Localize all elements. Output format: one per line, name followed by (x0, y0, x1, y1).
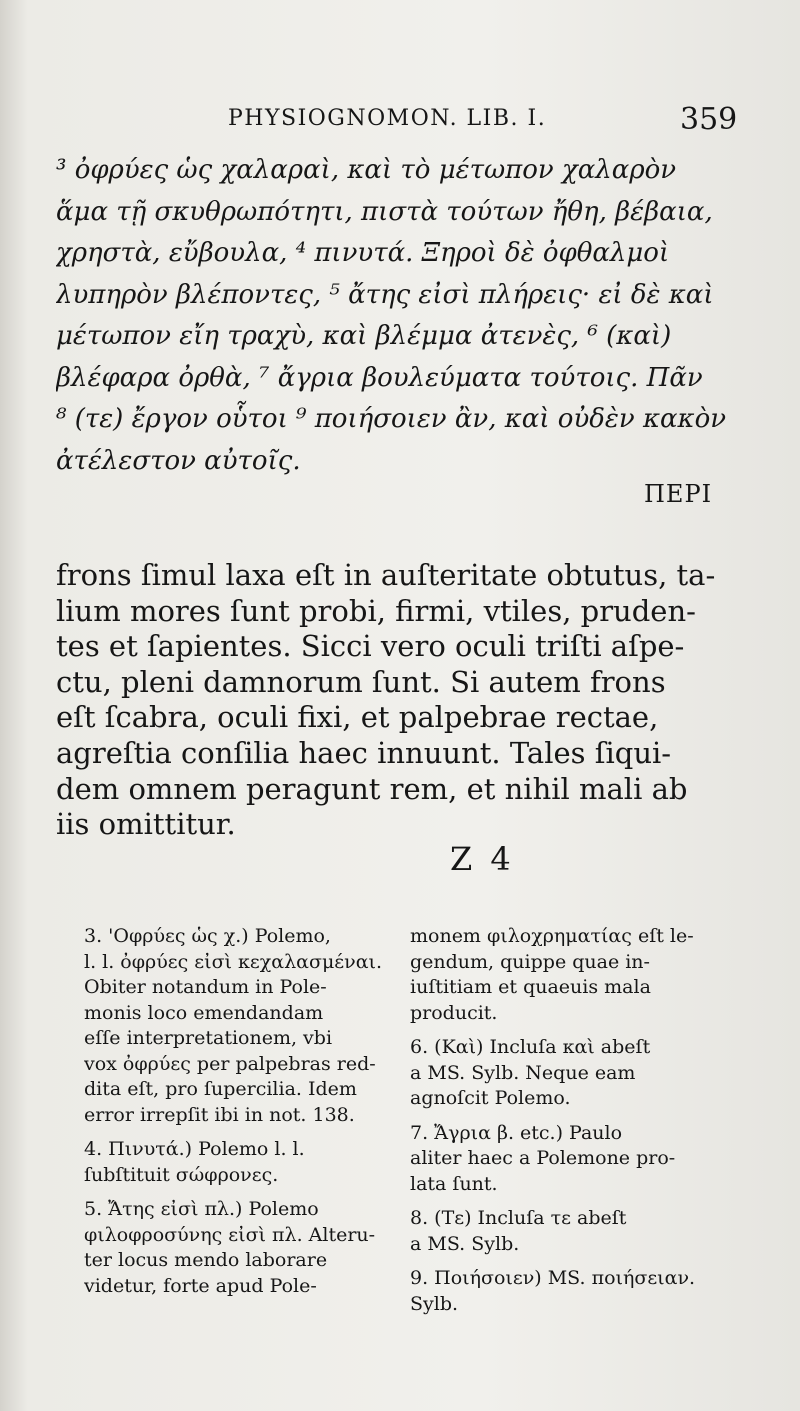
running-title: PHYSIOGNOMON. LIB. I. (228, 106, 547, 131)
footnote-line: 7. Ἄγρια β. etc.) Paulo (410, 1121, 623, 1144)
footnote-line: Obiter notandum in Pole- (84, 976, 327, 998)
greek-line: χρηστὰ, εὔβουλα, ⁴ πινυτά. Ξηροὶ δὲ ὀφθαλμοὶ (56, 238, 670, 268)
footnote-line: ſubſtituit σώφρονες. (84, 1163, 279, 1186)
footnote-line: iuſtitiam et quaeuis mala (410, 976, 651, 998)
footnote-line: 8. (Τε) Incluſa τε abeſt (410, 1207, 627, 1229)
footnote-line: a MS. Sylb. (410, 1232, 520, 1255)
greek-line: ⁸ (τε) ἔργον οὗτοι ⁹ ποιήσοιεν ἂν, καὶ οὐδὲν κακὸν (56, 404, 727, 434)
latin-line: tes et ſapientes. Sicci vero oculi triſti aſpe- (56, 629, 685, 664)
footnote (84, 924, 404, 1128)
footnote-line: eſſe interpretationem, vbi (84, 1027, 333, 1049)
latin-line: frons ſimul laxa eſt in auſteritate obtutus, ta- (56, 558, 716, 592)
latin-line: eſt ſcabra, oculi fixi, et palpebrae rectae, (56, 700, 659, 735)
footnote-line: gendum, quippe quae in- (410, 950, 650, 973)
footnotes-left-column (84, 924, 404, 1299)
latin-line: ctu, pleni damnorum ſunt. Si autem frons (56, 664, 666, 699)
greek-line: βλέφαρα ὀρθὰ, ⁷ ἄγρια βουλεύματα τούτοις. Πᾶν (56, 362, 703, 393)
footnote-line: 5. Ἄτης εἰσὶ πλ.) Polemo (84, 1198, 319, 1220)
greek-line: λυπηρὸν βλέποντες, ⁵ ἄτης εἰσὶ πλήρεις· εἰ δὲ καὶ (56, 279, 714, 310)
footnote-line: ter locus mendo laborare (84, 1249, 328, 1271)
footnote-line: 9. Ποιήσοιεν) MS. ποιήσειαν. (410, 1267, 696, 1289)
footnote-line: videtur, forte apud Pole- (84, 1274, 317, 1297)
footnote (410, 924, 740, 1026)
footnote (410, 1266, 740, 1317)
footnote-line: 3. 'Οφρύες ὡς χ.) Polemo, (84, 925, 331, 947)
latin-line: dem omnem peragunt rem, et nihil mali ab (56, 771, 688, 806)
footnote-line: monem φιλοχρηματίας eſt le- (410, 925, 694, 947)
footnote (84, 1197, 404, 1299)
footnote-line: dita eſt, pro ſupercilia. Idem (84, 1078, 357, 1100)
greek-line: ἅμα τῇ σκυθρωπότητι, πιστὰ τούτων ἤθη, βέβαια, (56, 196, 713, 227)
latin-line: agreſtia conſilia haec innuunt. Tales ſiqui- (56, 735, 672, 770)
page-number: 359 (680, 102, 738, 137)
greek-line: μέτωπον εἴη τραχὺ, καὶ βλέμμα ἀτενὲς, ⁶ (καὶ) (56, 321, 672, 351)
footnote-line: error irrepſit ibi in not. 138. (84, 1103, 355, 1126)
footnote-line: aliter haec a Polemone pro- (410, 1147, 676, 1169)
greek-text (56, 150, 736, 482)
greek-line: ἀτέλεστον αὐτοῖς. (56, 445, 301, 476)
footnote-line: 4. Πινυτά.) Polemo l. l. (84, 1138, 305, 1160)
footnote-line: agnoſcit Polemo. (410, 1087, 571, 1109)
footnote-line: l. l. ὀφρύες εἰσὶ κεχαλασμέναι. (84, 950, 383, 973)
footnote-line: monis loco emendandam (84, 1001, 324, 1024)
page-header (0, 100, 800, 140)
latin-line: iis omittitur. (56, 807, 236, 842)
footnote-line: 6. (Καὶ) Incluſa καὶ abeſt (410, 1036, 651, 1058)
footnote-line: producit. (410, 1001, 498, 1024)
latin-line: lium mores ſunt probi, firmi, vtiles, pruden- (56, 593, 696, 628)
signature-mark: Z 4 (450, 840, 515, 878)
footnote (84, 1137, 404, 1188)
footnotes-right-column (410, 924, 740, 1317)
footnote (410, 1206, 740, 1257)
greek-line: ³ ὀφρύες ὡς χαλαραὶ, καὶ τὸ μέτωπον χαλαρὸν (56, 155, 677, 185)
footnote-line: vox ὀφρύες per palpebras red- (84, 1052, 376, 1075)
footnote-line: a MS. Sylb. Neque eam (410, 1061, 636, 1084)
footnote-line: Sylb. (410, 1292, 459, 1315)
footnote (410, 1121, 740, 1198)
footnote-line: lata ſunt. (410, 1172, 498, 1195)
footnote (410, 1035, 740, 1112)
footnote-line: φιλοφροσύνης εἰσὶ πλ. Alteru- (84, 1223, 376, 1246)
latin-translation (56, 558, 746, 843)
catchword: ΠΕΡΙ (644, 480, 713, 508)
